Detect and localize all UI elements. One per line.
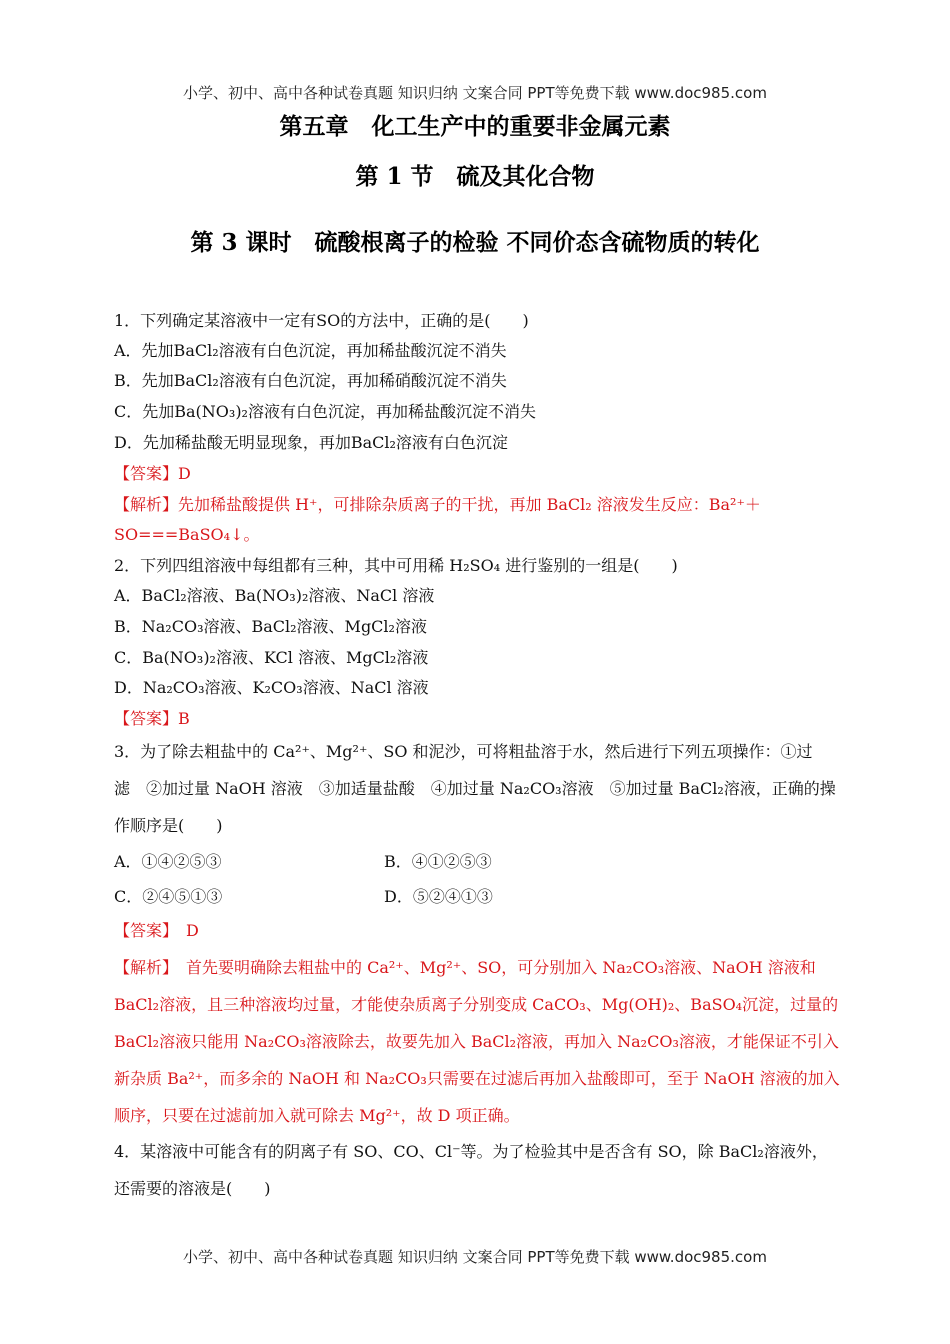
q4-stem-line-2: 还需要的溶液是( ) (114, 1179, 271, 1198)
q1-answer: 【答案】D (114, 464, 191, 483)
q2-option-b: B．Na₂CO₃溶液、BaCl₂溶液、MgCl₂溶液 (114, 617, 427, 636)
q3-option-b: B．④①②⑤③ (384, 852, 492, 871)
q4-stem-line-1: 4．某溶液中可能含有的阴离子有 SO、CO、Cl⁻等。为了检验其中是否含有 SO，除 BaCl₂溶液外， (114, 1142, 828, 1161)
q1-option-b: B．先加BaCl₂溶液有白色沉淀，再加稀硝酸沉淀不消失 (114, 371, 507, 390)
q3-option-c: C．②④⑤①③ (114, 887, 223, 906)
q1-option-a: A．先加BaCl₂溶液有白色沉淀，再加稀盐酸沉淀不消失 (114, 341, 507, 360)
q3-option-a: A．①④②⑤③ (114, 852, 222, 871)
q2-stem: 2．下列四组溶液中每组都有三种，其中可用稀 H₂SO₄ 进行鉴别的一组是( ) (114, 556, 678, 575)
q1-analysis-line-2: SO===BaSO₄↓。 (114, 525, 260, 544)
q3-stem-line-3: 作顺序是( ) (114, 816, 223, 835)
section-title: 第 1 节 硫及其化合物 (355, 163, 595, 190)
page-footer: 小学、初中、高中各种试卷真题 知识归纳 文案合同 PPT等免费下载 www.doc985.com (183, 1248, 767, 1266)
q3-analysis-line-3: BaCl₂溶液只能用 Na₂CO₃溶液除去，故要先加入 BaCl₂溶液，再加入 Na₂CO₃溶液，才能保证不引入 (114, 1032, 839, 1051)
q1-analysis-line-1: 【解析】先加稀盐酸提供 H⁺，可排除杂质离子的干扰，再加 BaCl₂ 溶液发生反应：Ba²⁺＋ (114, 495, 761, 514)
q2-option-c: C．Ba(NO₃)₂溶液、KCl 溶液、MgCl₂溶液 (114, 648, 429, 667)
q2-option-a: A．BaCl₂溶液、Ba(NO₃)₂溶液、NaCl 溶液 (114, 586, 435, 605)
q2-answer: 【答案】B (114, 709, 190, 728)
q1-option-d: D．先加稀盐酸无明显现象，再加BaCl₂溶液有白色沉淀 (114, 433, 508, 452)
q3-answer: 【答案】 D (114, 921, 199, 940)
lesson-title: 第 3 课时 硫酸根离子的检验 不同价态含硫物质的转化 (190, 229, 760, 256)
q1-stem: 1．下列确定某溶液中一定有SO的方法中，正确的是( ) (114, 311, 529, 330)
q3-analysis-line-5: 顺序，只要在过滤前加入就可除去 Mg²⁺，故 D 项正确。 (114, 1106, 520, 1125)
q2-option-d: D．Na₂CO₃溶液、K₂CO₃溶液、NaCl 溶液 (114, 678, 429, 697)
q3-stem-line-2: 滤 ②加过量 NaOH 溶液 ③加适量盐酸 ④加过量 Na₂CO₃溶液 ⑤加过量 BaCl₂溶液，正确的操 (114, 779, 836, 798)
q3-option-d: D．⑤②④①③ (384, 887, 493, 906)
q3-analysis-line-2: BaCl₂溶液，且三种溶液均过量，才能使杂质离子分别变成 CaCO₃、Mg(OH)₂、BaSO₄沉淀，过量的 (114, 995, 839, 1014)
q3-stem-line-1: 3．为了除去粗盐中的 Ca²⁺、Mg²⁺、SO 和泥沙，可将粗盐溶于水，然后进行下列五项操作：①过 (114, 742, 813, 761)
q1-option-c: C．先加Ba(NO₃)₂溶液有白色沉淀，再加稀盐酸沉淀不消失 (114, 402, 536, 421)
page-header: 小学、初中、高中各种试卷真题 知识归纳 文案合同 PPT等免费下载 www.doc985.com (183, 84, 767, 102)
q3-analysis-line-4: 新杂质 Ba²⁺，而多余的 NaOH 和 Na₂CO₃只需要在过滤后再加入盐酸即可，至于 NaOH 溶液的加入 (114, 1069, 840, 1088)
chapter-title: 第五章 化工生产中的重要非金属元素 (279, 113, 671, 140)
q3-analysis-line-1: 【解析】 首先要明确除去粗盐中的 Ca²⁺、Mg²⁺、SO，可分别加入 Na₂CO₃溶液、NaOH 溶液和 (114, 958, 816, 977)
